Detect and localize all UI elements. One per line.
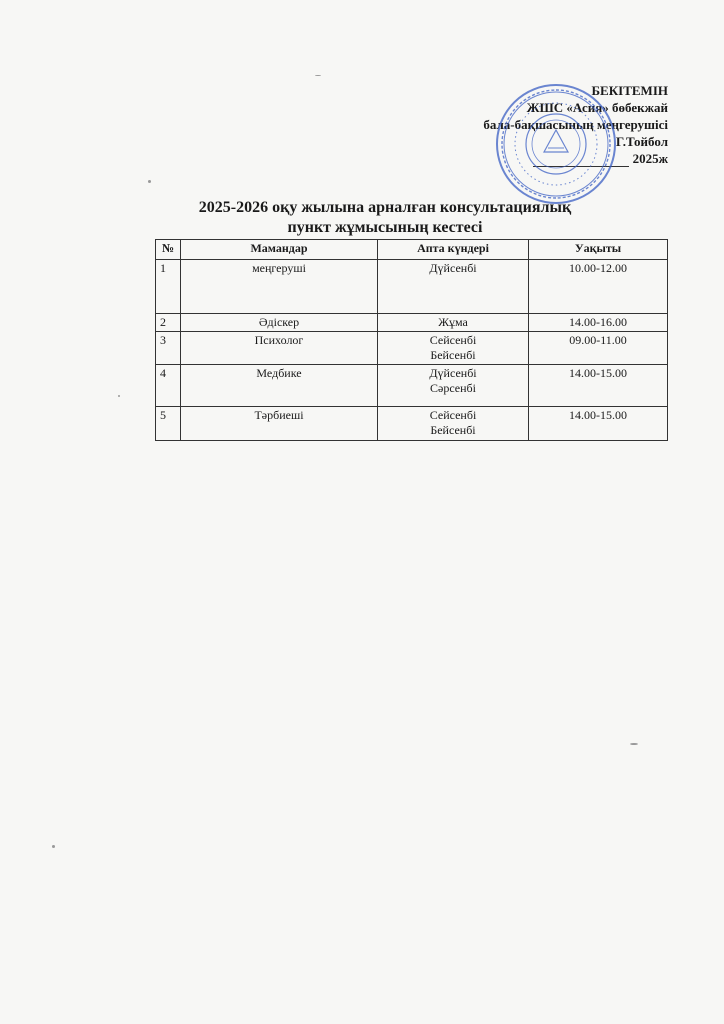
row-number: 4 [156,365,181,407]
table-row [156,365,668,407]
table-row [156,314,668,332]
row-day: Жұма [438,315,468,329]
title-line-2: пункт жұмысының кестесі [287,219,483,236]
signature-line [533,166,629,167]
row-days [378,365,529,407]
row-specialist: Әдіскер [181,314,378,332]
row-time: 14.00-15.00 [529,365,668,407]
header-weekdays: Апта күндері [378,240,529,260]
row-day: Сәрсенбі [430,381,476,395]
row-time: 10.00-12.00 [529,260,668,314]
approval-name: Г.Тойбол [615,134,668,149]
table-row [156,260,668,314]
row-number: 1 [156,260,181,314]
approval-role: бала-бақшасының меңгерушісі [483,117,668,132]
scan-speck [315,75,321,76]
title-line-1: 2025-2026 оқу жылына арналған консультациялық [198,199,572,216]
table-row [156,407,668,441]
consultation-schedule-table [155,239,668,441]
row-number: 3 [156,332,181,365]
approval-organization: ЖШС «Асия» бөбекжай [526,100,668,115]
approval-block [483,82,668,167]
row-day: Бейсенбі [430,348,476,362]
row-day: Дүйсенбі [429,366,477,380]
approval-date-line [483,150,668,167]
approval-year: 2025ж [632,151,668,166]
document-title [150,198,620,238]
header-number: № [156,240,181,260]
row-days [378,260,529,314]
row-day: Сейсенбі [429,333,477,347]
scan-speck [630,743,638,745]
row-day: Сейсенбі [429,408,477,422]
row-number: 2 [156,314,181,332]
row-time: 14.00-16.00 [529,314,668,332]
scan-speck [52,845,55,848]
row-specialist: Тәрбиеші [181,407,378,441]
row-specialist: Медбике [181,365,378,407]
row-day: Бейсенбі [430,423,476,437]
row-time: 14.00-15.00 [529,407,668,441]
scan-speck [118,395,120,397]
row-time: 09.00-11.00 [529,332,668,365]
header-specialists: Мамандар [181,240,378,260]
table-row [156,332,668,365]
row-days [378,332,529,365]
table-header-row [156,240,668,260]
row-specialist: Психолог [181,332,378,365]
row-days [378,407,529,441]
row-number: 5 [156,407,181,441]
header-time: Уақыты [529,240,668,260]
scan-speck [148,180,151,183]
row-specialist: меңгеруші [181,260,378,314]
row-day: Дүйсенбі [429,261,477,275]
approval-heading: БЕКІТЕМІН [591,83,668,98]
row-days [378,314,529,332]
